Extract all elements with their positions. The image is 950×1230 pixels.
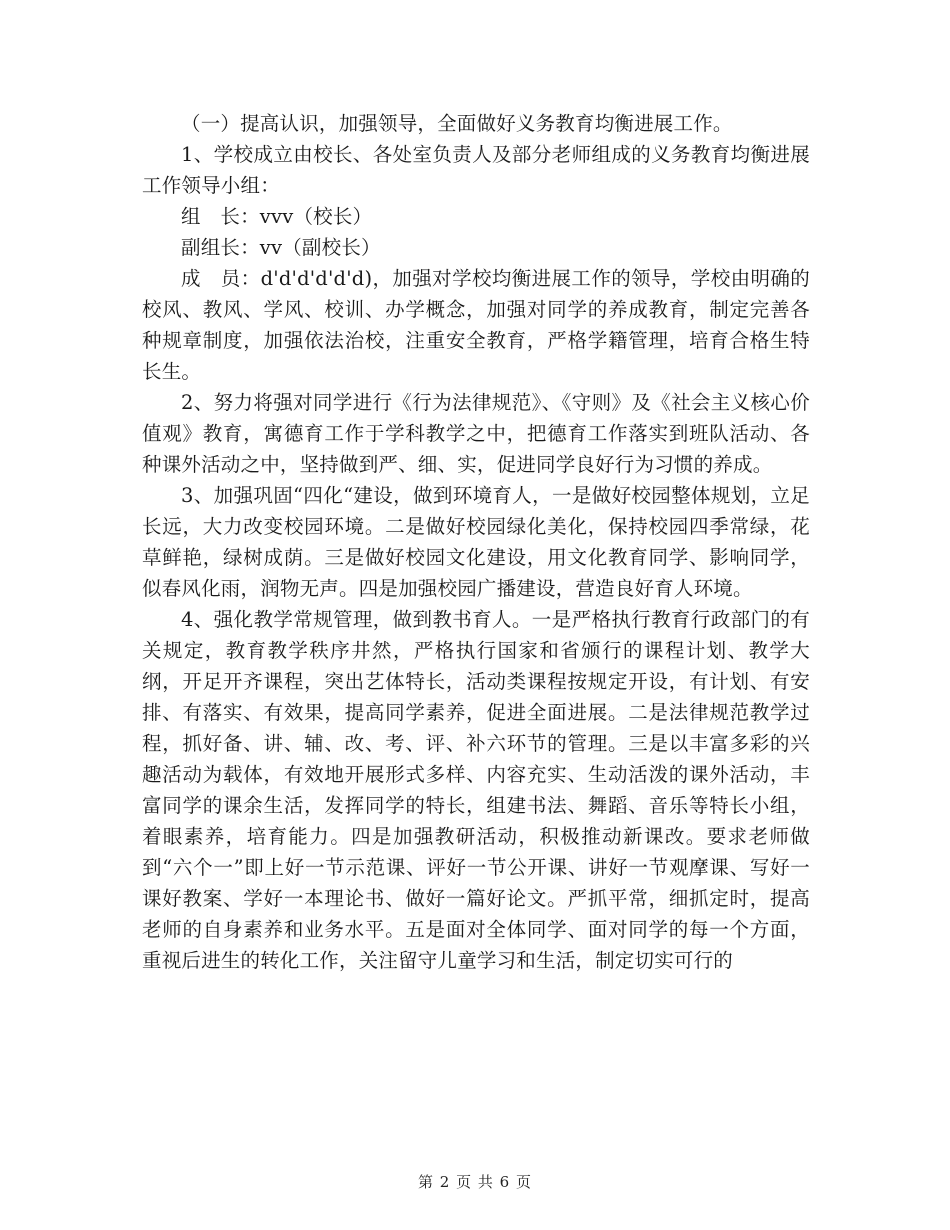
paragraph-deputy-leader: 副组长：vv（副校长） xyxy=(181,236,381,259)
section-heading: （一）提高认识，加强领导，全面做好义务教育均衡进展工作。 xyxy=(181,112,733,135)
paragraph-moral-education: 2、努力将强对同学进行《行为法律规范》、《守则》及《社会主义核心价值观》教育，寓德育工作于学科教学之中，把德育工作落实到班队活动、各种课外活动之中，坚持做到严、细、实，促进同学良好行为习惯的养成。 xyxy=(142,391,810,476)
paragraph-leading-group: 1、学校成立由校长、各处室负责人及部分老师组成的义务教育均衡进展工作领导小组： xyxy=(142,143,810,197)
paragraph-members: 成 员：d'd'd'd'd'd)，加强对学校均衡进展工作的领导，学校由明确的校风、教风、学风、校训、办学概念，加强对同学的养成教育，制定完善各种规章制度，加强依法治校，注重安全教育，严格学籍管理，培育合格生特长生。 xyxy=(142,267,810,383)
paragraph-group-leader: 组 长：vvv（校长） xyxy=(181,205,373,228)
document-body xyxy=(142,108,810,976)
paragraph-teaching-management: 4、强化教学常规管理，做到教书育人。一是严格执行教育行政部门的有关规定，教育教学秩序井然，严格执行国家和省颁行的课程计划、教学大纲，开足开齐课程，突出艺体特长，活动类课程按规定开设，有计划、有安排、有落实、有效果，提高同学素养，促进全面进展。二是法律规范教学过程，抓好备、讲、辅、改、考、评、补六环节的管理。三是以丰富多彩的兴趣活动为载体，有效地开展形式多样、内容充实、生动活泼的课外活动，丰富同学的课余生活，发挥同学的特长，组建书法、舞蹈、音乐等特长小组，着眼素养，培育能力。四是加强教研活动，积极推动新课改。要求老师做到“六个一”即上好一节示范课、评好一节公开课、讲好一节观摩课、写好一课好教案、学好一本理论书、做好一篇好论文。严抓平常，细抓定时，提高老师的自身素养和业务水平。五是面对全体同学、面对同学的每一个方面，重视后进生的转化工作，关注留守儿童学习和生活，制定切实可行的 xyxy=(142,608,810,972)
page-footer: 第 2 页 共 6 页 xyxy=(418,1173,532,1191)
paragraph-campus-environment: 3、加强巩固“四化“建设，做到环境育人，一是做好校园整体规划，立足长远，大力改变校园环境。二是做好校园绿化美化，保持校园四季常绿，花草鲜艳，绿树成荫。三是做好校园文化建设，用文化教育同学、影响同学，似春风化雨，润物无声。四是加强校园广播建设，营造良好育人环境。 xyxy=(142,484,810,600)
